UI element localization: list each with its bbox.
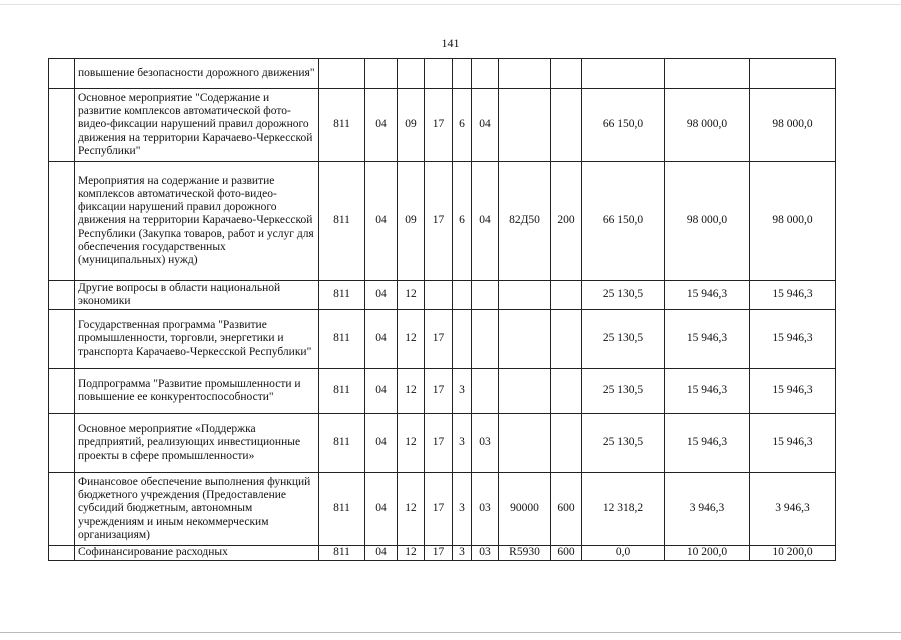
sum-year-2: 15 946,3 bbox=[665, 281, 750, 310]
subprogram-code: 3 bbox=[453, 369, 472, 414]
program-code: 17 bbox=[425, 310, 453, 369]
sum-year-3: 10 200,0 bbox=[750, 546, 836, 561]
ved-code: 811 bbox=[319, 546, 365, 561]
expense-type-code bbox=[551, 89, 582, 162]
blank-cell bbox=[49, 369, 75, 414]
sum-year-3: 98 000,0 bbox=[750, 89, 836, 162]
sum-year-2: 98 000,0 bbox=[665, 162, 750, 281]
main-event-code: 03 bbox=[472, 546, 499, 561]
sum-year-2: 3 946,3 bbox=[665, 473, 750, 546]
main-event-code bbox=[472, 369, 499, 414]
sum-year-1 bbox=[582, 59, 665, 89]
table-row bbox=[49, 89, 836, 162]
table-row bbox=[49, 473, 836, 546]
scan-bottom-edge bbox=[0, 632, 901, 633]
blank-cell bbox=[49, 281, 75, 310]
table-row bbox=[49, 59, 836, 89]
program-code: 17 bbox=[425, 546, 453, 561]
subsection-code: 12 bbox=[398, 369, 425, 414]
subsection-code: 12 bbox=[398, 546, 425, 561]
program-code bbox=[425, 59, 453, 89]
subsection-code: 12 bbox=[398, 473, 425, 546]
section-code: 04 bbox=[365, 473, 398, 546]
table-row bbox=[49, 281, 836, 310]
ved-code: 811 bbox=[319, 369, 365, 414]
program-code: 17 bbox=[425, 162, 453, 281]
subsection-code: 12 bbox=[398, 310, 425, 369]
expense-type-code bbox=[551, 310, 582, 369]
row-name: Другие вопросы в области национальной экономики bbox=[75, 281, 319, 310]
blank-cell bbox=[49, 310, 75, 369]
main-event-code bbox=[472, 281, 499, 310]
main-event-code bbox=[472, 310, 499, 369]
sum-year-3: 15 946,3 bbox=[750, 369, 836, 414]
table-row bbox=[49, 546, 836, 561]
subsection-code bbox=[398, 59, 425, 89]
table-row bbox=[49, 369, 836, 414]
row-name: Мероприятия на содержание и развитие комплексов автоматической фото-видео-фиксации нарушений правил дорожного движения на территории Карачаево-Черкесской Республики (Закупка товаров, работ и услуг для обеспечения государственных (муниципальных) нужд) bbox=[75, 162, 319, 281]
sum-year-3: 98 000,0 bbox=[750, 162, 836, 281]
sum-year-2: 98 000,0 bbox=[665, 89, 750, 162]
program-code: 17 bbox=[425, 89, 453, 162]
sum-year-2: 15 946,3 bbox=[665, 310, 750, 369]
ved-code: 811 bbox=[319, 310, 365, 369]
expense-type-code: 600 bbox=[551, 546, 582, 561]
sum-year-1: 0,0 bbox=[582, 546, 665, 561]
ved-code: 811 bbox=[319, 281, 365, 310]
subsection-code: 09 bbox=[398, 89, 425, 162]
section-code: 04 bbox=[365, 310, 398, 369]
row-name: Финансовое обеспечение выполнения функций бюджетного учреждения (Предоставление субсидий бюджетным, автономным учреждениям и иным некоммерческим организациям) bbox=[75, 473, 319, 546]
subsection-code: 09 bbox=[398, 162, 425, 281]
direction-code: R5930 bbox=[499, 546, 551, 561]
blank-cell bbox=[49, 89, 75, 162]
row-name: Подпрограмма "Развитие промышленности и повышение ее конкурентоспособности" bbox=[75, 369, 319, 414]
blank-cell bbox=[49, 59, 75, 89]
section-code: 04 bbox=[365, 546, 398, 561]
subprogram-code bbox=[453, 281, 472, 310]
subprogram-code bbox=[453, 59, 472, 89]
sum-year-1: 25 130,5 bbox=[582, 369, 665, 414]
section-code: 04 bbox=[365, 414, 398, 473]
sum-year-3: 15 946,3 bbox=[750, 281, 836, 310]
section-code: 04 bbox=[365, 281, 398, 310]
table-row bbox=[49, 162, 836, 281]
program-code: 17 bbox=[425, 414, 453, 473]
ved-code: 811 bbox=[319, 162, 365, 281]
ved-code: 811 bbox=[319, 414, 365, 473]
sum-year-2: 10 200,0 bbox=[665, 546, 750, 561]
program-code: 17 bbox=[425, 473, 453, 546]
sum-year-1: 12 318,2 bbox=[582, 473, 665, 546]
expense-type-code bbox=[551, 414, 582, 473]
direction-code bbox=[499, 59, 551, 89]
ved-code: 811 bbox=[319, 473, 365, 546]
direction-code bbox=[499, 414, 551, 473]
sum-year-1: 25 130,5 bbox=[582, 414, 665, 473]
scan-top-edge bbox=[0, 4, 901, 5]
main-event-code: 03 bbox=[472, 414, 499, 473]
sum-year-3: 15 946,3 bbox=[750, 414, 836, 473]
subprogram-code: 6 bbox=[453, 162, 472, 281]
budget-table bbox=[48, 58, 836, 561]
subsection-code: 12 bbox=[398, 281, 425, 310]
blank-cell bbox=[49, 546, 75, 561]
subsection-code: 12 bbox=[398, 414, 425, 473]
expense-type-code: 200 bbox=[551, 162, 582, 281]
program-code: 17 bbox=[425, 369, 453, 414]
expense-type-code bbox=[551, 59, 582, 89]
main-event-code bbox=[472, 59, 499, 89]
sum-year-3: 15 946,3 bbox=[750, 310, 836, 369]
direction-code bbox=[499, 281, 551, 310]
blank-cell bbox=[49, 473, 75, 546]
ved-code bbox=[319, 59, 365, 89]
subprogram-code: 3 bbox=[453, 414, 472, 473]
direction-code: 90000 bbox=[499, 473, 551, 546]
row-name: Основное мероприятие "Содержание и развитие комплексов автоматической фото-видео-фиксации нарушений правил дорожного движения на территории Карачаево-Черкесской Республики" bbox=[75, 89, 319, 162]
expense-type-code bbox=[551, 281, 582, 310]
sum-year-2: 15 946,3 bbox=[665, 369, 750, 414]
sum-year-2: 15 946,3 bbox=[665, 414, 750, 473]
direction-code bbox=[499, 369, 551, 414]
table-row bbox=[49, 310, 836, 369]
subprogram-code: 3 bbox=[453, 473, 472, 546]
program-code bbox=[425, 281, 453, 310]
main-event-code: 03 bbox=[472, 473, 499, 546]
main-event-code: 04 bbox=[472, 89, 499, 162]
main-event-code: 04 bbox=[472, 162, 499, 281]
row-name: повышение безопасности дорожного движения" bbox=[75, 59, 319, 89]
ved-code: 811 bbox=[319, 89, 365, 162]
subprogram-code: 3 bbox=[453, 546, 472, 561]
sum-year-1: 66 150,0 bbox=[582, 162, 665, 281]
sum-year-3 bbox=[750, 59, 836, 89]
subprogram-code bbox=[453, 310, 472, 369]
section-code: 04 bbox=[365, 89, 398, 162]
page-number: 141 bbox=[441, 36, 460, 50]
section-code: 04 bbox=[365, 162, 398, 281]
section-code: 04 bbox=[365, 369, 398, 414]
subprogram-code: 6 bbox=[453, 89, 472, 162]
sum-year-3: 3 946,3 bbox=[750, 473, 836, 546]
row-name: Основное мероприятие «Поддержка предприятий, реализующих инвестиционные проекты в сфере промышленности» bbox=[75, 414, 319, 473]
section-code bbox=[365, 59, 398, 89]
sum-year-1: 25 130,5 bbox=[582, 310, 665, 369]
direction-code: 82Д50 bbox=[499, 162, 551, 281]
table-row bbox=[49, 414, 836, 473]
blank-cell bbox=[49, 162, 75, 281]
sum-year-2 bbox=[665, 59, 750, 89]
expense-type-code bbox=[551, 369, 582, 414]
expense-type-code: 600 bbox=[551, 473, 582, 546]
row-name: Софинансирование расходных bbox=[75, 546, 319, 561]
direction-code bbox=[499, 310, 551, 369]
blank-cell bbox=[49, 414, 75, 473]
direction-code bbox=[499, 89, 551, 162]
sum-year-1: 66 150,0 bbox=[582, 89, 665, 162]
row-name: Государственная программа "Развитие промышленности, торговли, энергетики и транспорта Карачаево-Черкесской Республики" bbox=[75, 310, 319, 369]
sum-year-1: 25 130,5 bbox=[582, 281, 665, 310]
